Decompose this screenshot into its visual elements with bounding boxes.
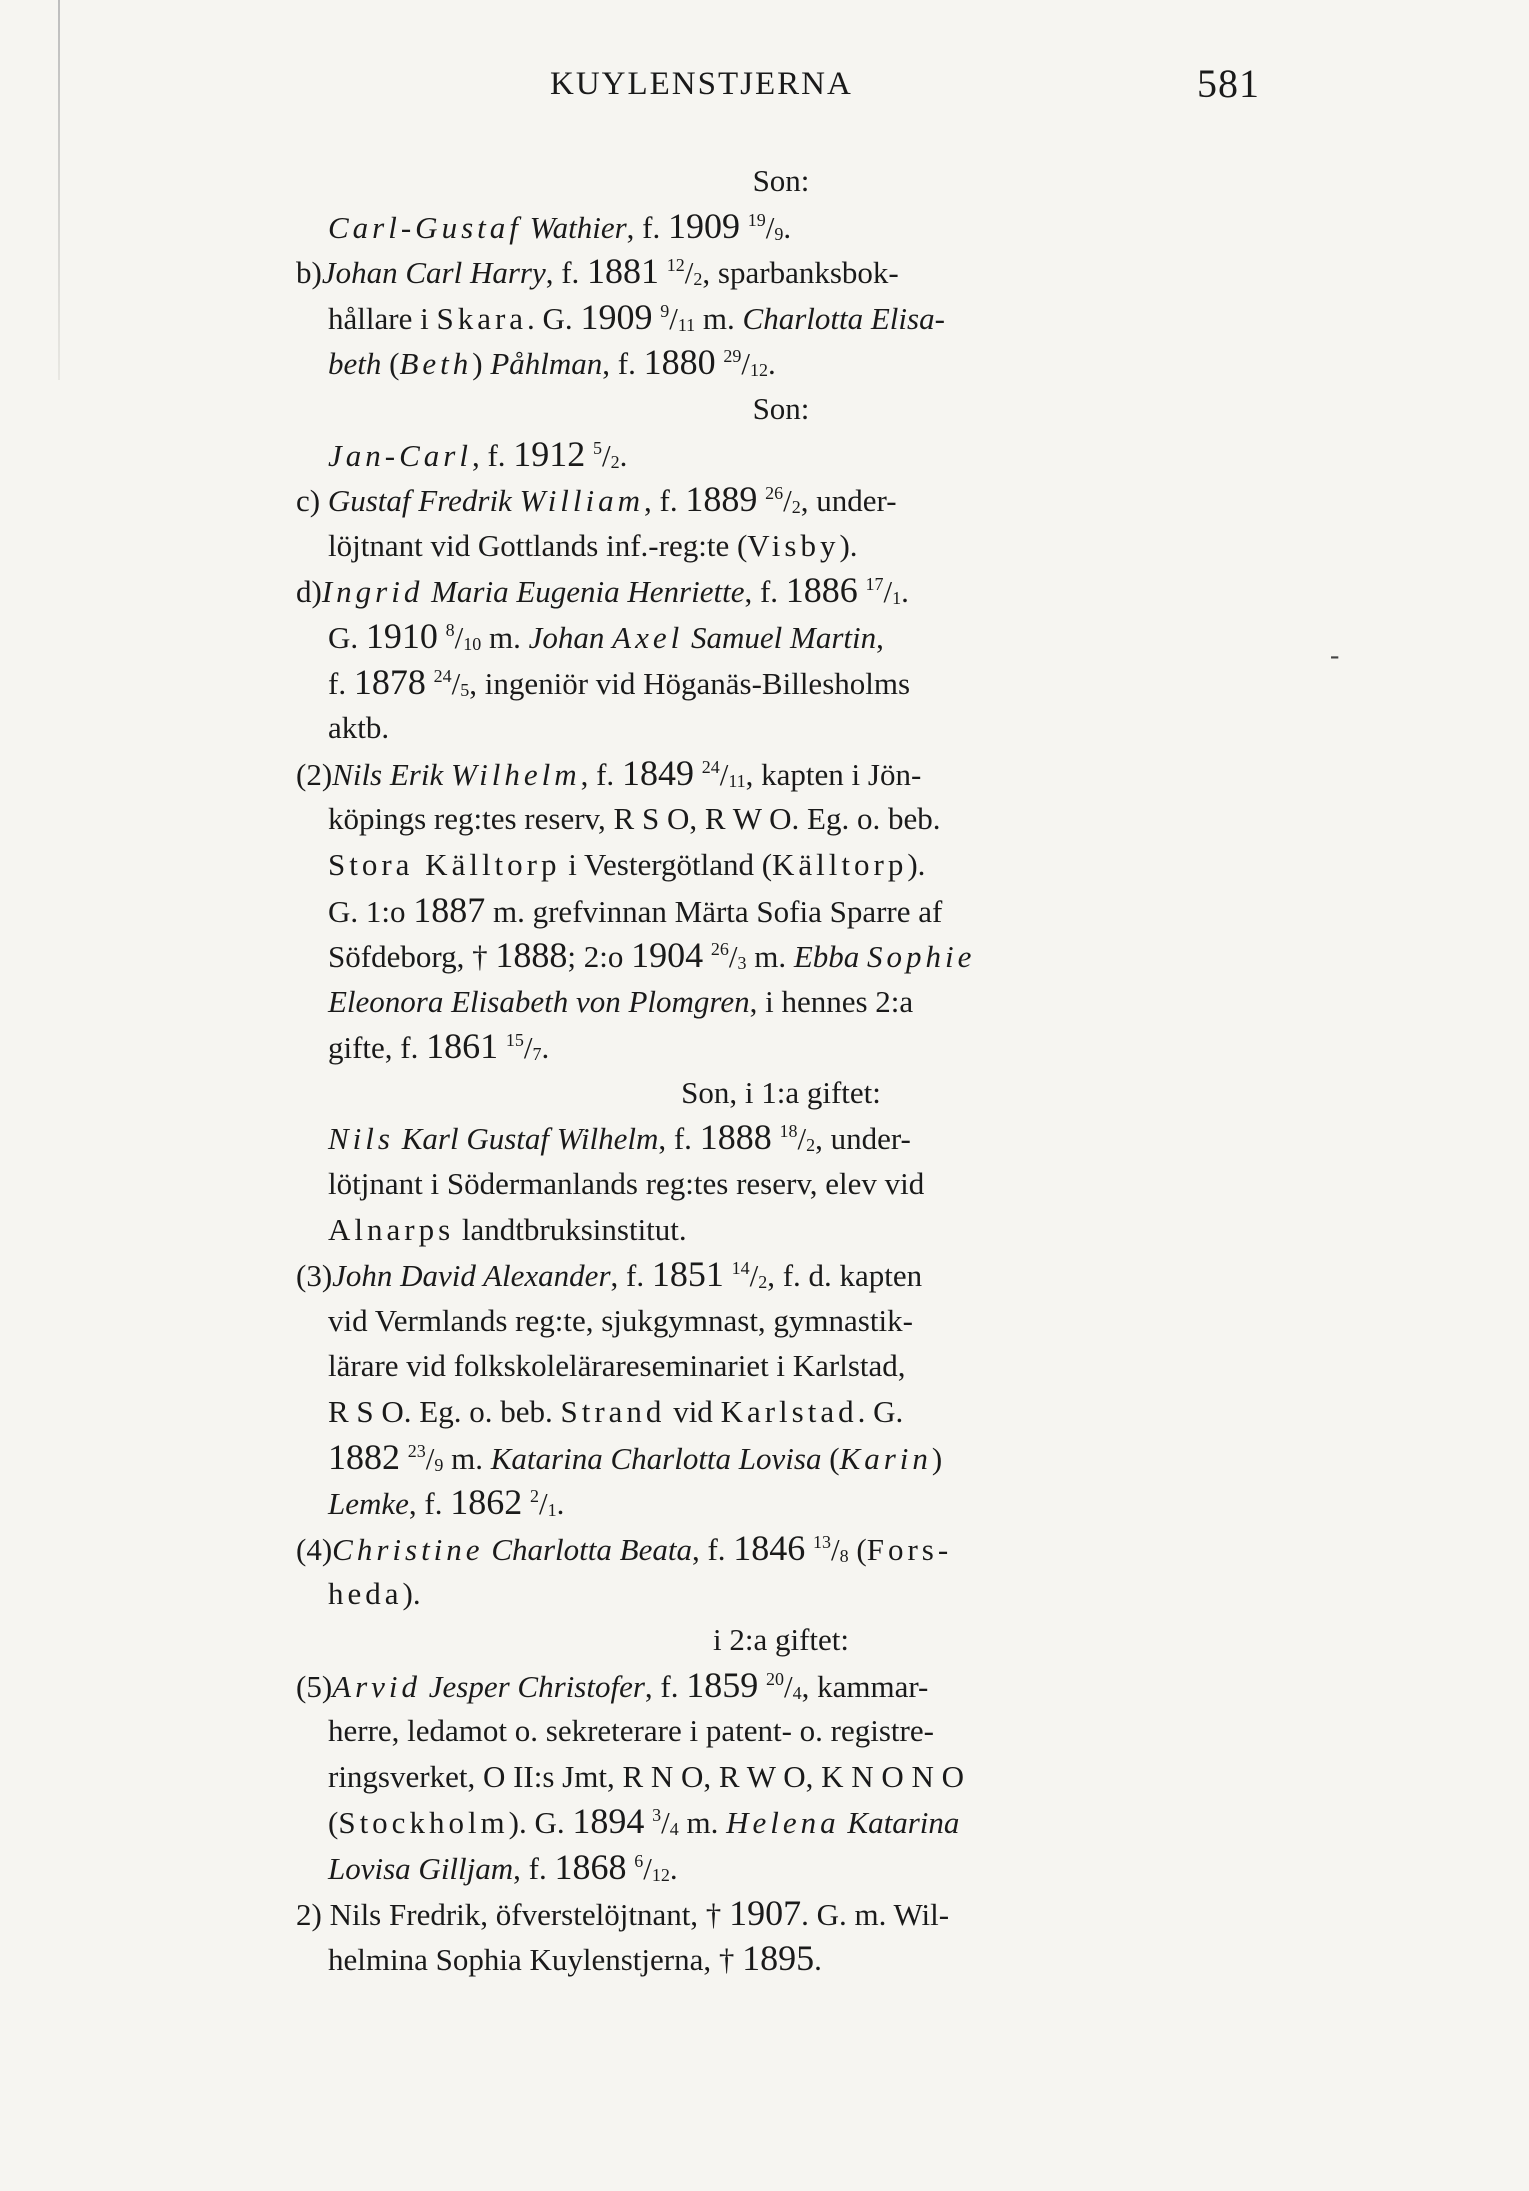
text-line: heda). (328, 1576, 421, 1612)
genealogy-text-block (296, 158, 1266, 1982)
text-line: löjtnant vid Gottlands inf.-reg:te (Visby). (328, 527, 858, 563)
text-line: (3)John David Alexander, f. 1851 $^{14}/_2$, f. d. kapten (296, 1254, 923, 1295)
text-line: Nils Karl Gustaf Wilhelm, f. 1888 $^{18}/_2$, under- (328, 1117, 911, 1158)
margin-mark: - (1330, 640, 1340, 671)
text-line: Jan-Carl, f. 1912 $^5/_2$. (328, 433, 628, 474)
text-line: Son, i 1:a giftet: (681, 1074, 881, 1110)
text-line: G. 1:o 1887 m. grefvinnan Märta Sofia Sparre af (328, 889, 943, 930)
text-line: Eleonora Elisabeth von Plomgren, i hennes 2:a (328, 983, 914, 1019)
text-line: (5)Arvid Jesper Christofer, f. 1859 $^{20}/_4$, kammar- (296, 1664, 929, 1705)
page-header (300, 58, 1260, 118)
text-line: (Stockholm). G. 1894 $^3/_4$ m. Helena Katarina (328, 1801, 960, 1842)
text-line: herre, ledamot o. sekreterare i patent- o. registre- (328, 1713, 934, 1749)
text-line: Söfdeborg, † 1888; 2:o 1904 $^{26}/_3$ m. Ebba Sophie (328, 935, 976, 976)
text-line: c) Gustaf Fredrik William, f. 1889 $^{26}/_2$, under- (296, 479, 897, 520)
text-line: helmina Sophia Kuylenstjerna, † 1895. (328, 1938, 822, 1979)
text-line: f. 1878 $^{24}/_5$, ingeniör vid Höganäs-Billesholms (328, 661, 911, 702)
page-edge-line (58, 0, 60, 380)
text-line: i 2:a giftet: (712, 1622, 850, 1657)
text-line: d)Ingrid Maria Eugenia Henriette, f. 1886 $^{17}/_1$. (296, 570, 909, 611)
text-line: beth (Beth) Påhlman, f. 1880 $^{29}/_{12}$. (328, 342, 776, 383)
text-line: b)Johan Carl Harry, f. 1881 $^{12}/_2$, sparbanksbok- (296, 251, 899, 292)
text-line: Carl-Gustaf Wathier, f. 1909 $^{19}/_9$. (328, 205, 792, 246)
running-head: KUYLENSTJERNA (550, 66, 853, 102)
text-line: 2) Nils Fredrik, öfverstelöjtnant, † 1907. G. m. Wil- (296, 1892, 950, 1933)
text-line: 1882 $^{23}/_9$ m. Katarina Charlotta Lovisa (Karin) (328, 1436, 943, 1477)
text-line: ringsverket, O II:s Jmt, R N O, R W O, K N O N O (328, 1758, 965, 1794)
text-line: Son: (752, 390, 810, 426)
text-line: Lemke, f. 1862 $^2/_1$. (328, 1482, 565, 1523)
text-line: lärare vid folkskolelärareseminariet i Karlstad, (328, 1348, 906, 1384)
text-line: köpings reg:tes reserv, R S O, R W O. Eg. o. beb. (328, 801, 941, 837)
text-line: hållare i Skara. G. 1909 $^9/_{11}$ m. Charlotta Elisa- (328, 296, 945, 337)
text-line: G. 1910 $^8/_{10}$ m. Johan Axel Samuel Martin, (328, 615, 884, 656)
text-line: Alnarps landtbruksinstitut. (328, 1211, 687, 1247)
text-line: Stora Källtorp i Vestergötland (Källtorp). (328, 846, 926, 882)
page-number: 581 (1197, 61, 1260, 106)
text-line: vid Vermlands reg:te, sjukgymnast, gymnastik- (328, 1302, 913, 1338)
text-line: (4)Christine Charlotta Beata, f. 1846 $^{13}/_8$ (Fors- (296, 1527, 953, 1568)
text-line: lötjnant i Södermanlands reg:tes reserv, elev vid (328, 1166, 925, 1202)
text-line: gifte, f. 1861 $^{15}/_7$. (328, 1026, 550, 1067)
text-line: (2)Nils Erik Wilhelm, f. 1849 $^{24}/_{11}$, kapten i Jön- (296, 752, 922, 793)
text-line: R S O. Eg. o. beb. Strand vid Karlstad. G. (328, 1394, 904, 1430)
text-line: Son: (752, 163, 810, 198)
text-line: aktb. (328, 710, 390, 746)
text-line: Lovisa Gilljam, f. 1868 $^6/_{12}$. (328, 1846, 678, 1887)
